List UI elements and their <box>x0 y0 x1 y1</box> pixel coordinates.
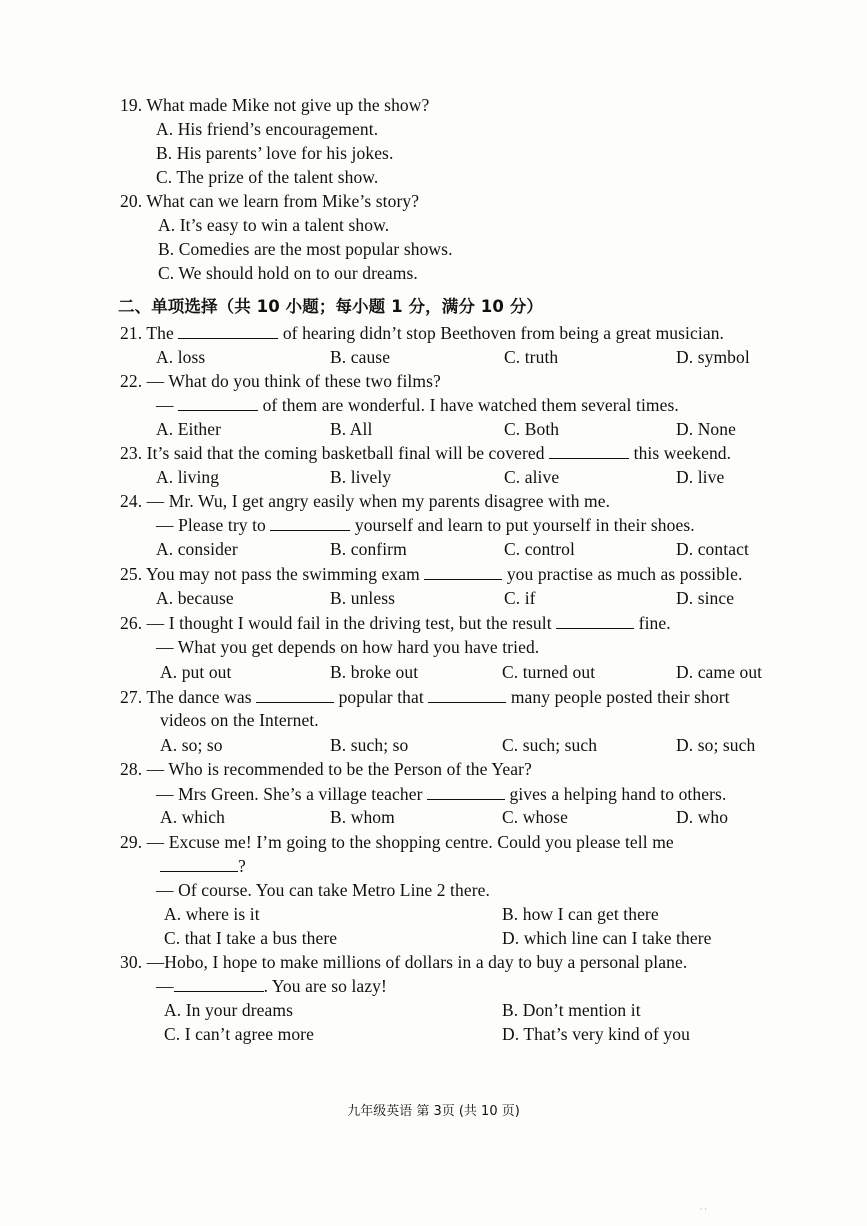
q20-stem: 20. What can we learn from Mike’s story? <box>120 191 420 211</box>
q24-blank <box>270 514 350 531</box>
q29-option-d: D. which line can I take there <box>502 928 712 948</box>
q22-line2-post: of them are wonderful. I have watched them several times. <box>262 395 679 415</box>
q28-option-d: D. who <box>676 807 729 827</box>
q19-option-b: B. His parents’ love for his jokes. <box>156 143 394 163</box>
q29-line3: — Of course. You can take Metro Line 2 there. <box>156 880 490 900</box>
q26-option-a: A. put out <box>160 662 232 682</box>
q22-option-a: A. Either <box>156 419 222 439</box>
q23-stem-post: this weekend. <box>633 443 732 463</box>
q29-line1: 29. — Excuse me! I’m going to the shopping centre. Could you please tell me <box>120 832 674 852</box>
q29-blank <box>160 855 238 872</box>
q24-line1: 24. — Mr. Wu, I get angry easily when my parents disagree with me. <box>120 491 611 511</box>
q25-option-d: D. since <box>676 588 735 608</box>
q20-option-c: C. We should hold on to our dreams. <box>158 263 418 283</box>
q27-line1-post: many people posted their short <box>510 687 730 707</box>
q30-line1: 30. —Hobo, I hope to make millions of dollars in a day to buy a personal plane. <box>120 952 688 972</box>
q22-line1: 22. — What do you think of these two films? <box>120 371 441 391</box>
q21-stem <box>120 322 724 344</box>
q28-blank <box>427 783 505 800</box>
q26-option-c: C. turned out <box>502 662 596 682</box>
q29-option-c: C. that I take a bus there <box>164 928 338 948</box>
q27-blank-1 <box>256 686 334 703</box>
q30-option-c: C. I can’t agree more <box>164 1024 314 1044</box>
q25-option-a: A. because <box>156 588 234 608</box>
q30-option-b: B. Don’t mention it <box>502 1000 641 1020</box>
q29-option-b: B. how I can get there <box>502 904 659 924</box>
q26-line2: — What you get depends on how hard you have tried. <box>156 637 540 657</box>
q21-option-a: A. loss <box>156 347 206 367</box>
q23-option-c: C. alive <box>504 467 560 487</box>
q26-option-d: D. came out <box>676 662 763 682</box>
q30-option-d: D. That’s very kind of you <box>502 1024 690 1044</box>
q28-line2-post: gives a helping hand to others. <box>509 784 727 804</box>
q23-blank <box>549 442 629 459</box>
q23-option-a: A. living <box>156 467 220 487</box>
q28-line1: 28. — Who is recommended to be the Person of the Year? <box>120 759 532 779</box>
q25-stem-post: you practise as much as possible. <box>506 564 743 584</box>
q25-blank <box>424 563 502 580</box>
q22-line2-pre: — <box>156 395 174 415</box>
q26-line1-pre: 26. — I thought I would fail in the driving test, but the result <box>120 613 552 633</box>
q22-option-c: C. Both <box>504 419 560 439</box>
q24-line2 <box>156 514 695 536</box>
q29-line2-post: ? <box>238 856 246 876</box>
q26-option-b: B. broke out <box>330 662 419 682</box>
q29-option-a: A. where is it <box>164 904 260 924</box>
q30-option-a: A. In your dreams <box>164 1000 294 1020</box>
q24-line2-pre: — Please try to <box>156 515 266 535</box>
q28-line2 <box>156 783 726 805</box>
q22-option-b: B. All <box>330 419 373 439</box>
q21-stem-pre: 21. The <box>120 323 174 343</box>
q24-line2-post: yourself and learn to put yourself in their shoes. <box>354 515 695 535</box>
q25-option-b: B. unless <box>330 588 396 608</box>
q30-blank <box>174 975 264 992</box>
q19-option-a: A. His friend’s encouragement. <box>156 119 379 139</box>
q24-option-b: B. confirm <box>330 539 407 559</box>
q21-stem-post: of hearing didn’t stop Beethoven from being a great musician. <box>282 323 725 343</box>
q30-line2 <box>156 975 387 997</box>
q21-option-d: D. symbol <box>676 347 750 367</box>
q19-option-c: C. The prize of the talent show. <box>156 167 379 187</box>
q26-blank <box>556 612 634 629</box>
q23-option-b: B. lively <box>330 467 392 487</box>
q23-stem-pre: 23. It’s said that the coming basketball final will be covered <box>120 443 545 463</box>
page-footer: 九年级英语 第 3页 (共 10 页) <box>347 1104 520 1119</box>
q27-line2: videos on the Internet. <box>160 710 319 730</box>
q21-option-b: B. cause <box>330 347 391 367</box>
q26-line1 <box>120 612 671 634</box>
q24-option-c: C. control <box>504 539 575 559</box>
q28-option-a: A. which <box>160 807 225 827</box>
q27-line1-mid: popular that <box>338 687 424 707</box>
q24-option-a: A. consider <box>156 539 238 559</box>
q20-option-b: B. Comedies are the most popular shows. <box>158 239 453 259</box>
q29-line2 <box>160 855 246 877</box>
q25-stem <box>120 563 742 585</box>
q25-stem-pre: 25. You may not pass the swimming exam <box>120 564 420 584</box>
q30-line2-pre: — <box>156 976 174 996</box>
q30-line2-post: . You are so lazy! <box>263 976 387 996</box>
q27-line1 <box>120 686 730 708</box>
q23-stem <box>120 442 731 464</box>
scan-speck: · · <box>699 1205 707 1214</box>
q23-option-d: D. live <box>676 467 725 487</box>
q27-option-b: B. such; so <box>330 735 409 755</box>
q24-option-d: D. contact <box>676 539 749 559</box>
q27-option-a: A. so; so <box>160 735 223 755</box>
q21-option-c: C. truth <box>504 347 559 367</box>
q28-line2-pre: — Mrs Green. She’s a village teacher <box>156 784 423 804</box>
q27-option-d: D. so; such <box>676 735 756 755</box>
q22-option-d: D. None <box>676 419 736 439</box>
q27-blank-2 <box>428 686 506 703</box>
section-heading: 二、单项选择（共 10 小题；每小题 1 分，满分 10 分） <box>118 297 543 316</box>
q22-blank <box>178 394 258 411</box>
q26-line1-post: fine. <box>638 613 671 633</box>
q20-option-a: A. It’s easy to win a talent show. <box>158 215 390 235</box>
q21-blank <box>178 322 278 339</box>
q22-line2 <box>156 394 679 416</box>
q25-option-c: C. if <box>504 588 536 608</box>
q19-stem: 19. What made Mike not give up the show? <box>120 95 430 115</box>
q28-option-b: B. whom <box>330 807 395 827</box>
q27-line1-pre: 27. The dance was <box>120 687 252 707</box>
q27-option-c: C. such; such <box>502 735 598 755</box>
q28-option-c: C. whose <box>502 807 568 827</box>
